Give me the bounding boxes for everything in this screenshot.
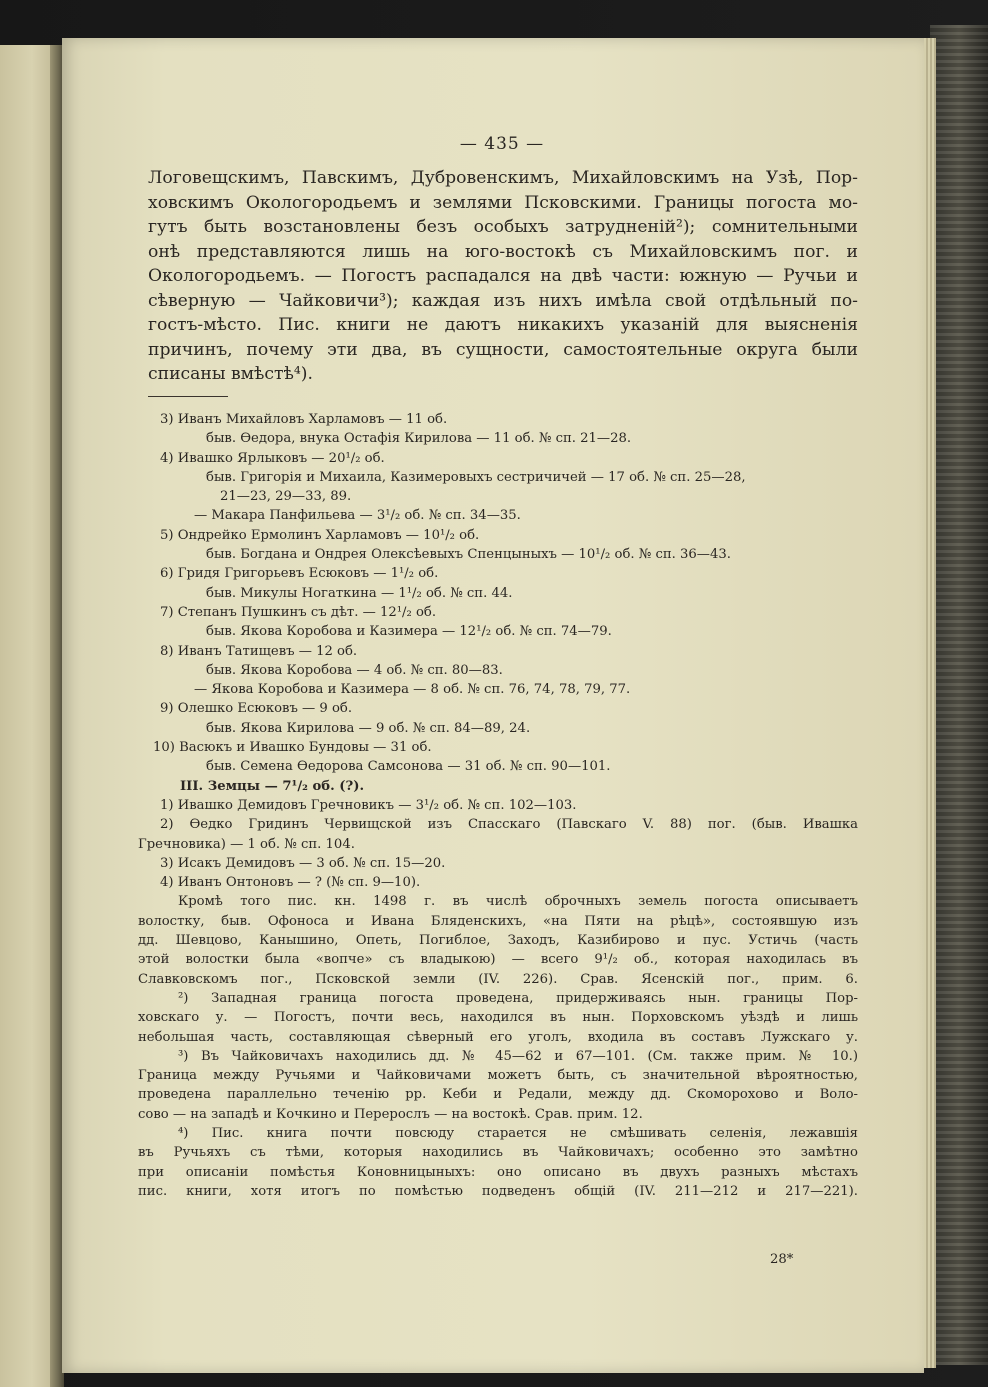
footnotes	[138, 410, 858, 1201]
body-line: Окологородьемъ. — Погостъ распадался на двѣ части: южную — Ручьи и	[148, 266, 858, 286]
page-number: — 435 —	[459, 134, 545, 154]
note-line: быв. Богдана и Ондрея Олексѣевыхъ Спенцыныхъ — 10¹/₂ об. № сп. 36—43.	[206, 547, 731, 563]
note-line: проведена параллельно теченію рр. Кеби и Редали, между дд. Скоморохово и Воло-	[138, 1087, 858, 1103]
note-line: 10) Васюкъ и Ивашко Бундовы — 31 об.	[153, 740, 432, 756]
body-line: Логовещскимъ, Павскимъ, Дубровенскимъ, Михайловскимъ на Узѣ, Пор-	[148, 168, 858, 188]
body-line: онѣ представляются лишь на юго-востокѣ съ Михайловскимъ пог. и	[148, 241, 858, 262]
note-line: Славковскомъ пог., Псковской земли (IV. 226). Срав. Ясенскій пог., прим. 6.	[138, 971, 858, 987]
footnote-separator	[148, 396, 228, 397]
note-line: 1) Ивашко Демидовъ Гречновикъ — 3¹/₂ об. № сп. 102—103.	[160, 797, 577, 813]
section-heading: III. Земцы — 7¹/₂ об. (?).	[180, 778, 365, 794]
note-line: волостку, быв. Офоноса и Ивана Бляденскихъ, «на Пяти на рѣцѣ», состоявшую изъ	[138, 913, 858, 929]
body-line: гутъ быть возстановлены безъ особыхъ затрудненій²); сомнительными	[148, 217, 858, 237]
note-line: ⁴) Пис. книга почти повсюду старается не смѣшивать селенія, лежавшія	[178, 1125, 858, 1141]
note-line: быв. Ѳедора, внука Остафія Кирилова — 11 об. № сп. 21—28.	[206, 431, 632, 447]
note-line: 6) Гридя Григорьевъ Есюковъ — 1¹/₂ об.	[160, 566, 439, 582]
note-line: ³) Въ Чайковичахъ находились дд. № 45—62 и 67—101. (См. также прим. № 10.)	[178, 1048, 858, 1064]
body-line: гостъ-мѣсто. Пис. книги не даютъ никакихъ указаній для выясненія	[148, 315, 858, 335]
note-line: Кромѣ того пис. кн. 1498 г. въ числѣ оброчныхъ земель погоста описываетъ	[178, 894, 858, 910]
note-line: ²) Западная граница погоста проведена, придерживаясь нын. границы Пор-	[178, 990, 858, 1006]
note-line: быв. Семена Ѳедорова Самсонова — 31 об. № сп. 90—101.	[206, 759, 611, 775]
note-line: 4) Иванъ Онтоновъ — ? (№ сп. 9—10).	[160, 875, 421, 891]
note-line: быв. Микулы Ногаткина — 1¹/₂ об. № сп. 44.	[206, 585, 513, 601]
note-line: 3) Иванъ Михайловъ Харламовъ — 11 об.	[160, 412, 448, 427]
note-line: 4) Ивашко Ярлыковъ — 20¹/₂ об.	[160, 450, 385, 466]
note-line: 8) Иванъ Татищевъ — 12 об.	[160, 643, 358, 659]
body-line: ховскимъ Окологородьемъ и землями Псковскими. Границы погоста мо-	[148, 192, 858, 213]
book-page	[62, 38, 924, 1373]
note-line: быв. Якова Коробова — 4 об. № сп. 80—83.	[206, 662, 503, 678]
note-line: сово — на западѣ и Кочкино и Перерослъ — на востокѣ. Срав. прим. 12.	[138, 1106, 643, 1122]
body-line: причинъ, почему эти два, въ сущности, самостоятельные округа были	[148, 339, 858, 360]
note-line: Граница между Ручьями и Чайковичами можетъ быть, съ значительной вѣроятностью,	[138, 1068, 858, 1084]
note-line: 21—23, 29—33, 89.	[220, 489, 352, 505]
note-line: небольшая часть, составляющая сѣверный его уголъ, входила въ составъ Лужскаго у.	[138, 1029, 858, 1045]
note-line: при описаніи помѣстья Коновницыныхъ: оно описано въ двухъ разныхъ мѣстахъ	[138, 1164, 858, 1180]
note-line: 2) Ѳедко Гридинъ Червищской изъ Спасскаго (Павскаго V. 88) пог. (быв. Ивашка	[160, 817, 858, 833]
body-line: списаны вмѣстѣ⁴).	[148, 364, 313, 384]
note-line: быв. Якова Кирилова — 9 об. № сп. 84—89, 24.	[206, 720, 531, 736]
note-line: — Макара Панфильева — 3¹/₂ об. № сп. 34—35.	[194, 508, 521, 524]
note-line: въ Ручьяхъ съ тѣми, которыя находились въ Чайковичахъ; особенно это замѣтно	[138, 1145, 858, 1161]
note-line: 5) Ондрейко Ермолинъ Харламовъ — 10¹/₂ об.	[160, 527, 480, 543]
note-line: быв. Григорія и Михаила, Казимеровыхъ сестричичей — 17 об. № сп. 25—28,	[206, 469, 746, 485]
note-line: быв. Якова Коробова и Казимера — 12¹/₂ об. № сп. 74—79.	[206, 624, 612, 640]
book-cover-edge	[930, 25, 988, 1365]
body-line: сѣверную — Чайковичи³); каждая изъ нихъ имѣла свой отдѣльный по-	[148, 290, 858, 311]
note-line: Гречновика) — 1 об. № сп. 104.	[138, 836, 355, 852]
note-line: 9) Олешко Есюковъ — 9 об.	[160, 701, 353, 717]
body-text	[148, 166, 858, 387]
note-line: пис. книги, хотя итогъ по помѣстью подведенъ общій (IV. 211—212 и 217—221).	[138, 1183, 858, 1199]
note-line: дд. Шевцово, Канышино, Опеть, Погиблое, Заходъ, Казибирово и пус. Устичь (часть	[138, 933, 858, 949]
note-line: этой волостки была «вопче» съ владыкою) — всего 9¹/₂ об., которая находилась въ	[138, 952, 858, 968]
note-line: 7) Степанъ Пушкинъ съ дѣт. — 12¹/₂ об.	[160, 604, 437, 620]
signature-mark: 28*	[770, 1252, 794, 1267]
note-line: 3) Исакъ Демидовъ — 3 об. № сп. 15—20.	[160, 855, 446, 871]
note-line: ховскаго у. — Погостъ, почти весь, находился въ нын. Порховскомъ уѣздѣ и лишь	[138, 1010, 858, 1026]
note-line: — Якова Коробова и Казимера — 8 об. № сп. 76, 74, 78, 79, 77.	[194, 682, 631, 698]
